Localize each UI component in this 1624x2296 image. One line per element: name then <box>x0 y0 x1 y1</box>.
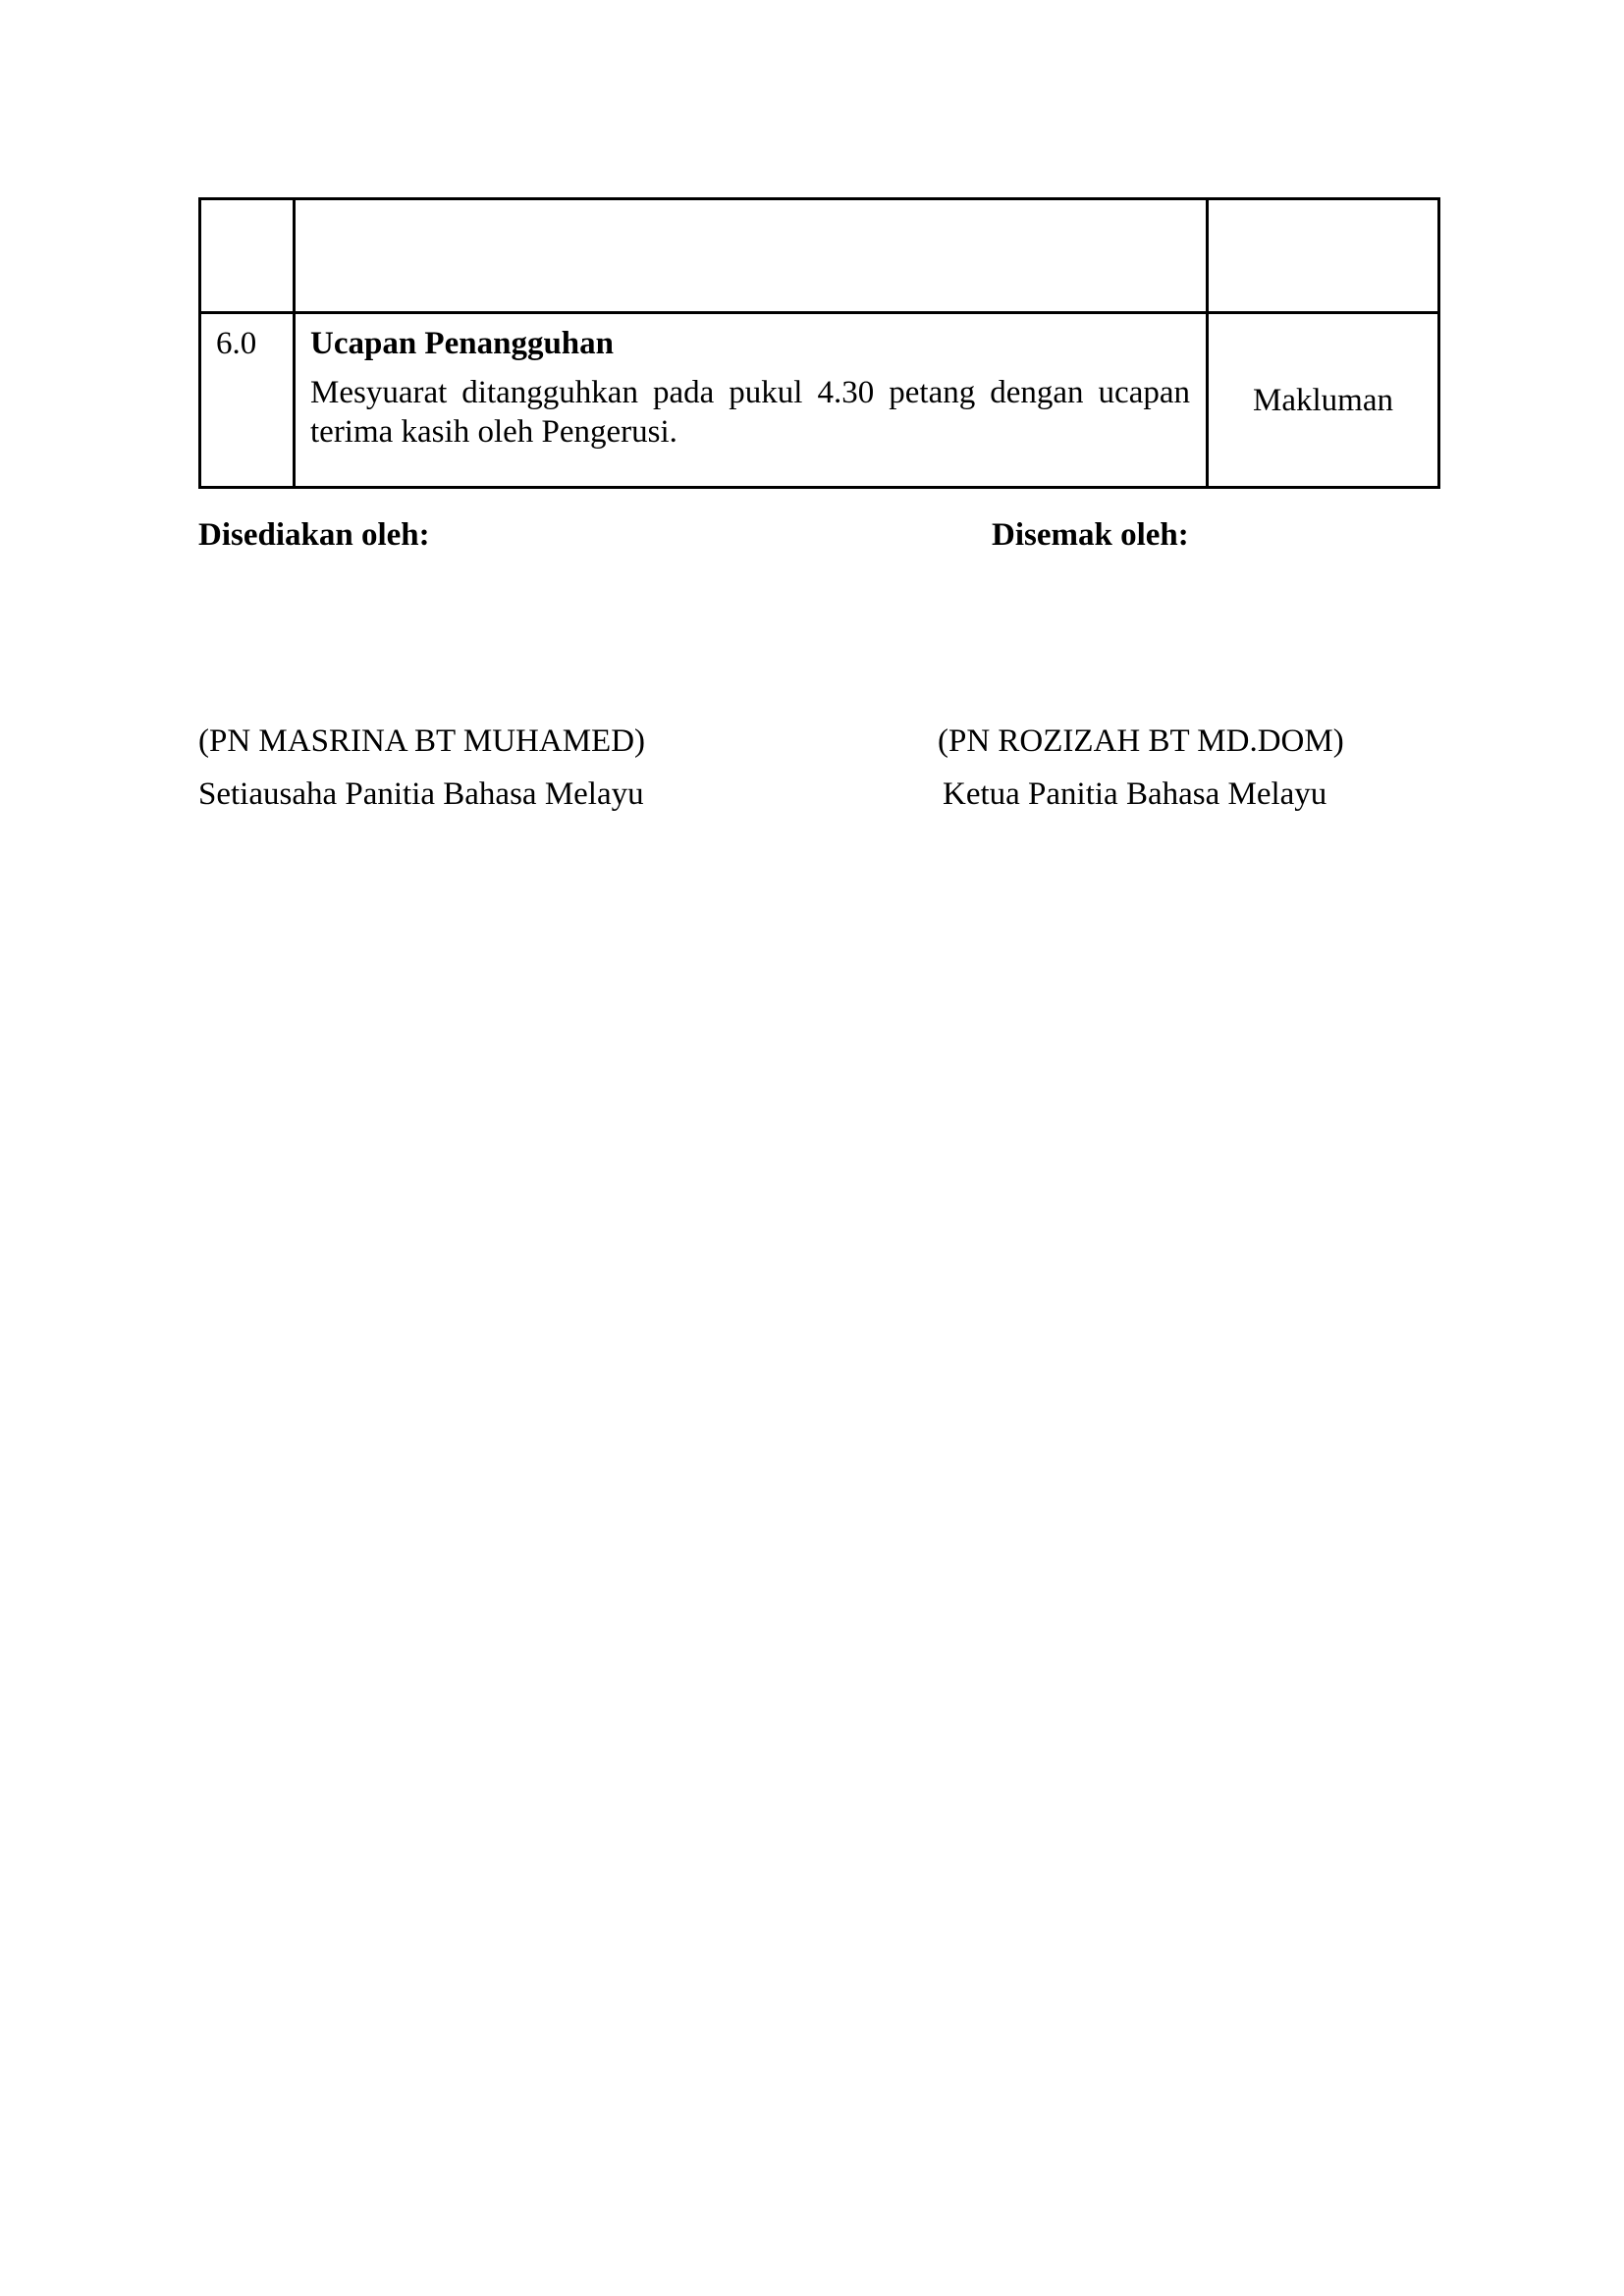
reviewer-position: Ketua Panitia Bahasa Melayu <box>943 776 1327 812</box>
preparer-name: (PN MASRINA BT MUHAMED) <box>198 723 646 759</box>
item-number-cell: 6.0 <box>200 313 295 488</box>
item-action-cell <box>1208 199 1439 313</box>
table-row <box>200 313 1439 488</box>
item-content-cell <box>295 313 1208 488</box>
item-content-cell <box>295 199 1208 313</box>
item-number-cell <box>200 199 295 313</box>
minutes-table <box>198 197 1440 489</box>
reviewed-by-heading: Disemak oleh: <box>992 517 1189 553</box>
item-title: Ucapan Penangguhan <box>310 326 615 361</box>
prepared-by-heading: Disediakan oleh: <box>198 517 430 553</box>
reviewer-name: (PN ROZIZAH BT MD.DOM) <box>938 723 1344 759</box>
item-description: Mesyuarat ditangguhkan pada pukul 4.30 petang dengan ucapan terima kasih oleh Pengerusi. <box>310 375 1190 450</box>
item-action-cell: Makluman <box>1208 313 1439 488</box>
table-row <box>200 199 1439 313</box>
preparer-position: Setiausaha Panitia Bahasa Melayu <box>198 776 644 812</box>
